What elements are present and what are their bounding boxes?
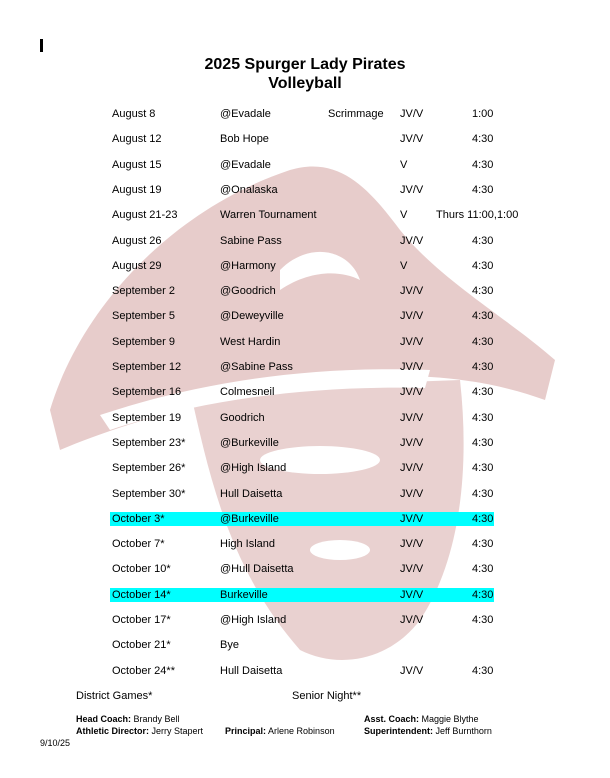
game-level: V: [400, 158, 408, 171]
asst-coach: [364, 714, 479, 724]
game-opponent: @Sabine Pass: [220, 361, 293, 373]
principal: [225, 726, 335, 736]
game-date: August 21-23: [112, 209, 178, 222]
game-level: JV/V: [400, 234, 424, 247]
supt-name: Jeff Burnthorn: [435, 726, 492, 736]
game-date: September 2: [112, 285, 175, 298]
title-line-1: 2025 Spurger Lady Pirates: [204, 56, 406, 73]
game-opponent: High Island: [220, 538, 276, 551]
senior-night-legend: Senior Night**: [292, 690, 362, 702]
game-date: October 3*: [112, 512, 165, 525]
schedule-row: [110, 638, 494, 652]
game-level: JV/V: [400, 588, 424, 601]
game-time: 4:30: [472, 563, 494, 576]
game-time: 4:30: [472, 234, 494, 247]
game-time: 4:30: [472, 462, 494, 475]
district-games-legend: District Games*: [76, 690, 153, 702]
game-opponent: Bob Hope: [220, 133, 269, 146]
game-opponent: @Hull Daisetta: [220, 563, 294, 576]
schedule-row: [110, 259, 494, 273]
game-time: 4:30: [472, 614, 494, 626]
game-date: August 8: [112, 108, 156, 120]
game-date: September 12: [112, 361, 182, 373]
game-date: September 30*: [112, 487, 186, 500]
game-time: 4:30: [472, 436, 494, 449]
game-time: 4:30: [472, 361, 494, 373]
game-note: Scrimmage: [328, 108, 384, 120]
game-opponent: @Harmony: [220, 259, 276, 272]
asst-coach-name: Maggie Blythe: [421, 714, 479, 724]
head-coach-label: Head Coach:: [76, 714, 132, 724]
game-time: 4:30: [472, 487, 494, 500]
game-level: JV/V: [400, 183, 424, 196]
superintendent: [364, 726, 492, 736]
game-time: 4:30: [472, 259, 494, 272]
game-date: October 10*: [112, 563, 171, 576]
game-level: JV/V: [400, 487, 424, 500]
schedule-row: [110, 234, 494, 248]
head-coach: [76, 714, 180, 724]
game-opponent: Goodrich: [220, 411, 265, 424]
schedule-row: [110, 385, 494, 399]
schedule-row: [110, 132, 494, 146]
game-opponent: @Burkeville: [220, 436, 279, 449]
game-opponent: Bye: [220, 639, 239, 652]
schedule-row: [110, 562, 494, 576]
game-time: 4:30: [472, 538, 494, 551]
game-date: October 7*: [112, 538, 165, 551]
page-title: [0, 55, 610, 93]
head-coach-name: Brandy Bell: [133, 714, 180, 724]
game-level: JV/V: [400, 614, 424, 626]
schedule-row: [110, 588, 494, 602]
principal-name: Arlene Robinson: [268, 726, 335, 736]
game-time: 4:30: [472, 285, 494, 298]
game-time: 4:30: [472, 310, 494, 323]
game-date: September 23*: [112, 436, 186, 449]
principal-label: Principal:: [225, 726, 267, 736]
schedule-row: [110, 158, 494, 172]
game-time: 4:30: [472, 133, 494, 146]
game-opponent: Hull Daisetta: [220, 487, 283, 500]
text-cursor: [40, 39, 43, 52]
game-opponent: @Burkeville: [220, 512, 279, 525]
game-date: August 19: [112, 183, 162, 196]
game-time: Thurs 11:00,1:00: [436, 209, 519, 222]
game-date: September 26*: [112, 462, 186, 475]
game-date: August 12: [112, 133, 162, 146]
schedule-row: [110, 309, 494, 323]
schedule-row: [110, 487, 494, 501]
game-date: September 5: [112, 310, 175, 323]
game-time: 4:30: [472, 335, 494, 348]
game-opponent: @Onalaska: [220, 183, 278, 196]
game-time: 4:30: [472, 183, 494, 196]
game-time: 1:00: [472, 108, 494, 120]
game-date: August 29: [112, 259, 162, 272]
title-line-2: Volleyball: [268, 75, 342, 92]
ad-name: Jerry Stapert: [151, 726, 204, 736]
document-date: 9/10/25: [40, 738, 71, 748]
game-opponent: Burkeville: [220, 588, 268, 601]
game-date: August 15: [112, 158, 162, 171]
schedule-row: [110, 461, 494, 475]
game-level: JV/V: [400, 310, 424, 323]
schedule-row: [110, 360, 494, 374]
game-opponent: @Evadale: [220, 158, 271, 171]
game-time: 4:30: [472, 386, 494, 399]
game-level: JV/V: [400, 563, 424, 576]
game-opponent: @Goodrich: [220, 285, 276, 298]
game-opponent: Sabine Pass: [220, 234, 282, 247]
schedule-row: [110, 183, 494, 197]
game-level: JV/V: [400, 538, 424, 551]
game-opponent: @High Island: [220, 462, 287, 475]
game-time: 4:30: [472, 664, 494, 677]
game-opponent: Hull Daisetta: [220, 664, 283, 677]
game-level: JV/V: [400, 462, 424, 475]
game-date: September 16: [112, 386, 182, 399]
game-level: JV/V: [400, 108, 424, 120]
game-opponent: @High Island: [220, 614, 287, 626]
schedule-row: [110, 411, 494, 425]
game-time: 4:30: [472, 158, 494, 171]
game-level: JV/V: [400, 335, 424, 348]
game-date: October 17*: [112, 614, 171, 626]
game-date: August 26: [112, 234, 162, 247]
schedule-row: [110, 107, 494, 121]
schedule-row: [110, 436, 494, 450]
game-level: JV/V: [400, 133, 424, 146]
game-level: JV/V: [400, 285, 424, 298]
game-opponent: Warren Tournament: [220, 209, 317, 222]
game-opponent: @Deweyville: [220, 310, 284, 323]
schedule-row: [110, 613, 494, 627]
asst-coach-label: Asst. Coach:: [364, 714, 420, 724]
supt-label: Superintendent:: [364, 726, 433, 736]
game-level: JV/V: [400, 361, 424, 373]
game-level: JV/V: [400, 664, 424, 677]
game-level: JV/V: [400, 411, 424, 424]
game-opponent: @Evadale: [220, 108, 271, 120]
schedule-row: [110, 284, 494, 298]
game-opponent: West Hardin: [220, 335, 281, 348]
game-date: September 19: [112, 411, 182, 424]
game-level: V: [400, 259, 408, 272]
schedule-row: [110, 537, 494, 551]
game-opponent: Colmesneil: [220, 386, 275, 399]
schedule-row: [110, 208, 519, 222]
game-date: October 21*: [112, 639, 171, 652]
game-level: V: [400, 209, 408, 222]
game-level: JV/V: [400, 386, 424, 399]
game-date: September 9: [112, 335, 175, 348]
schedule-row: [110, 335, 494, 349]
schedule-row: [110, 664, 494, 678]
game-date: October 24**: [112, 664, 175, 677]
game-date: October 14*: [112, 588, 171, 601]
game-level: JV/V: [400, 512, 424, 525]
game-time: 4:30: [472, 512, 494, 525]
game-level: JV/V: [400, 436, 424, 449]
game-time: 4:30: [472, 588, 494, 601]
schedule-row: [110, 512, 494, 526]
ad-label: Athletic Director:: [76, 726, 150, 736]
athletic-director: [76, 726, 203, 736]
game-time: 4:30: [472, 411, 494, 424]
